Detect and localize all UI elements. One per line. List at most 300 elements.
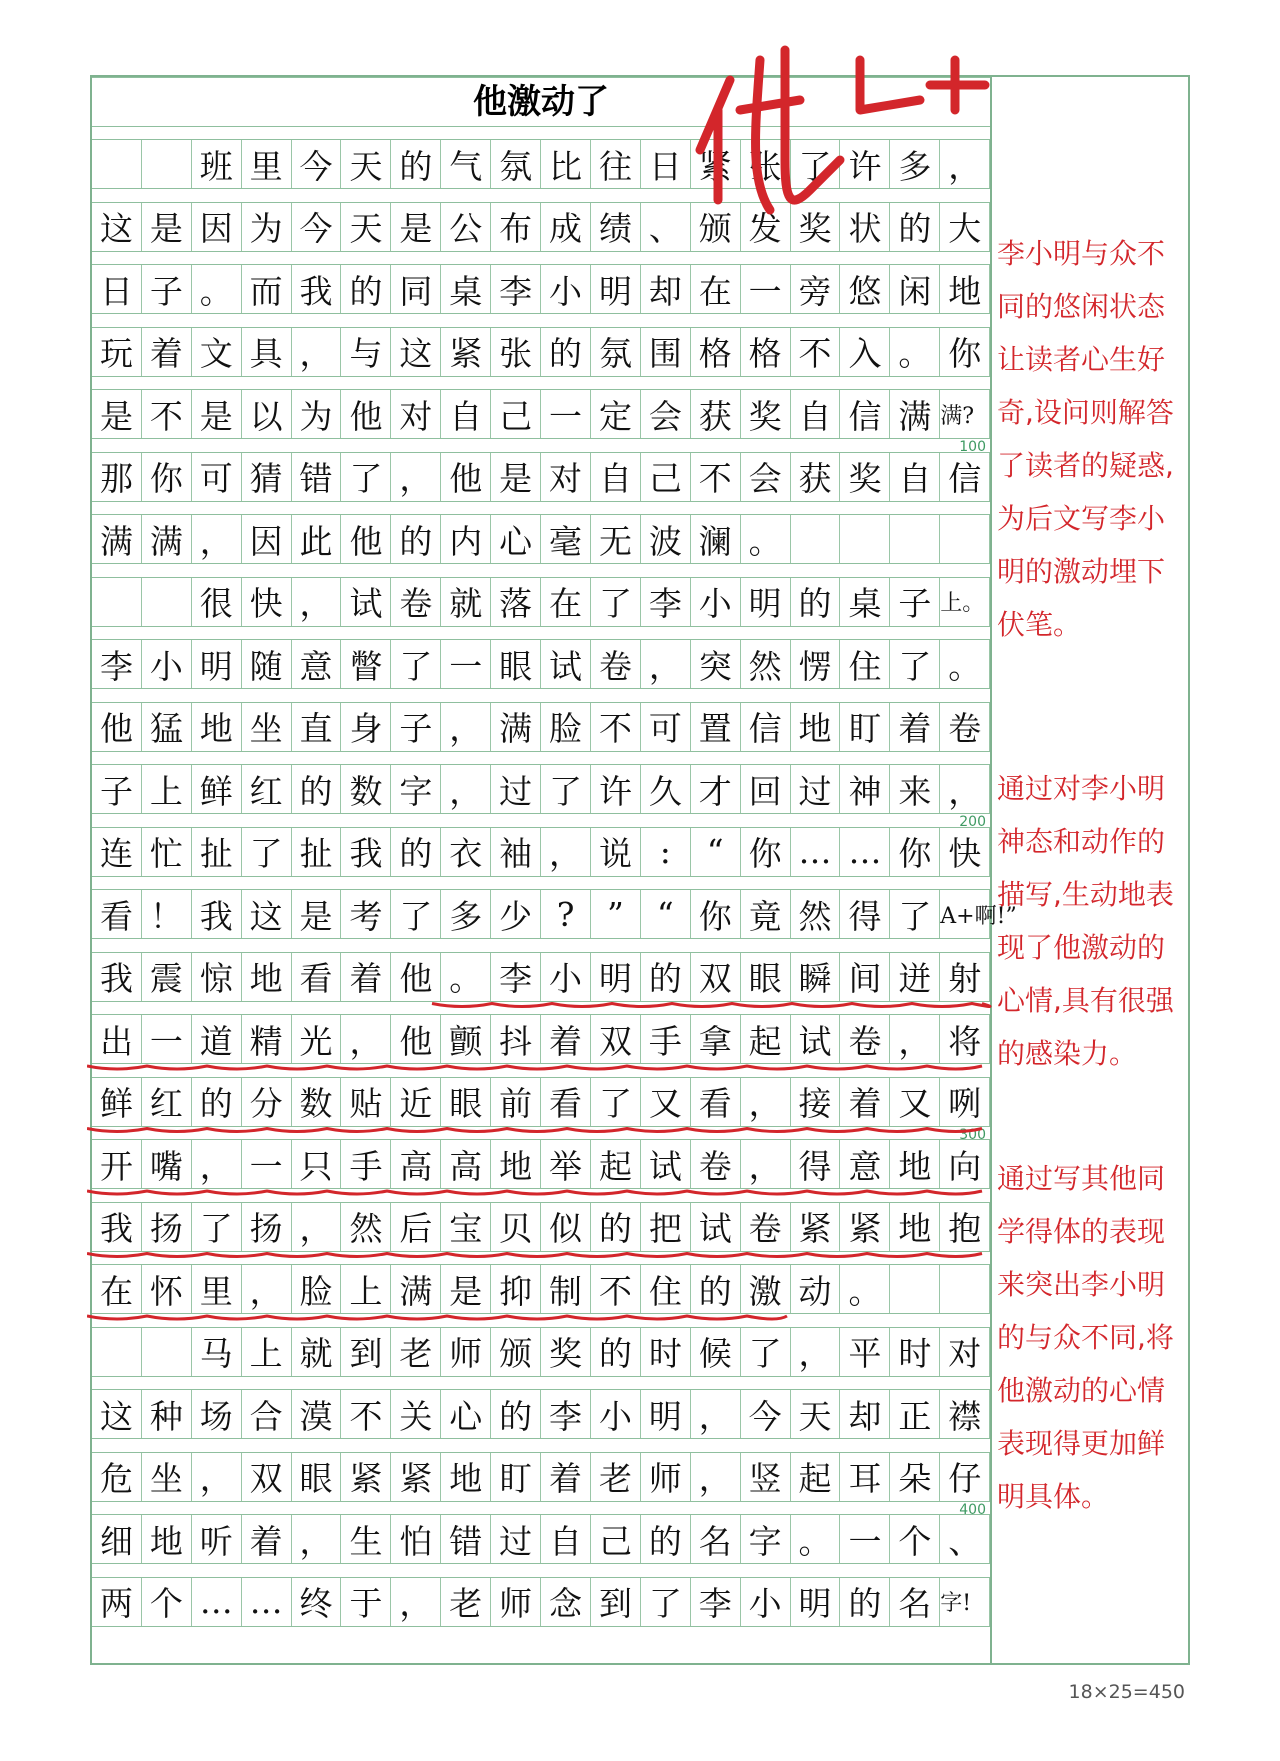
grid-cell (142, 140, 192, 188)
grid-cell: 小 (591, 1390, 641, 1438)
grid-cell: 然 (342, 1203, 392, 1251)
grid-cell: 为 (292, 390, 342, 438)
grid-cell: 对 (940, 1328, 990, 1376)
grid-cell: 为 (242, 203, 292, 251)
text-line (92, 1139, 990, 1189)
wavy-underline (87, 1316, 787, 1319)
grid-cell: 往 (591, 140, 641, 188)
grid-cell: 生 (342, 1515, 392, 1563)
grid-cell: 动 (791, 1265, 841, 1313)
grid-cell: 着 (890, 703, 940, 751)
grid-cell: 成 (541, 203, 591, 251)
grid-cell: 悠 (841, 265, 891, 313)
grid-cell: ， (292, 1515, 342, 1563)
grid-cell: 师 (491, 1578, 541, 1626)
grid-cell: 快 (242, 578, 292, 626)
grid-cell: 然 (741, 640, 791, 688)
writing-grid (92, 77, 1017, 1663)
grid-cell: ， (292, 1203, 342, 1251)
grid-cell (142, 1328, 192, 1376)
grid-cell: … (841, 828, 891, 876)
grid-cell: 多 (441, 890, 491, 938)
grid-cell: 他 (342, 515, 392, 563)
composition-sheet (90, 75, 1190, 1665)
grid-cell: 里 (242, 140, 292, 188)
grid-cell: 过 (491, 765, 541, 813)
grid-cell: 却 (841, 1390, 891, 1438)
grid-cell: 天 (342, 140, 392, 188)
grid-cell: 旁 (791, 265, 841, 313)
grid-cell: 过 (491, 1515, 541, 1563)
grid-cell: 时 (641, 1328, 691, 1376)
grid-cell: 眼 (441, 1078, 491, 1126)
grid-cell: 。 (791, 1515, 841, 1563)
grid-cell: 贝 (491, 1203, 541, 1251)
grade-mark (690, 40, 1000, 220)
text-line (92, 827, 990, 877)
grid-cell: 盯 (841, 703, 891, 751)
grid-cell: 。 (940, 640, 990, 688)
grid-cell: 错 (292, 453, 342, 501)
grid-cell (791, 515, 841, 563)
grid-cell: 了 (591, 578, 641, 626)
grid-cell: 自 (441, 390, 491, 438)
grid-cell (890, 515, 940, 563)
grid-cell: 地 (791, 703, 841, 751)
grid-cell: 信 (741, 703, 791, 751)
grid-cell: 似 (541, 1203, 591, 1251)
grid-cell: 李 (92, 640, 142, 688)
grid-cell (890, 1265, 940, 1313)
text-line (92, 514, 990, 564)
grid-cell: 桌 (841, 578, 891, 626)
grid-cell: 平 (841, 1328, 891, 1376)
grid-cell: 信 (940, 453, 990, 501)
word-count-marker: 400 (959, 1501, 986, 1518)
grid-cell: 把 (641, 1203, 691, 1251)
grid-cell: 试 (641, 1140, 691, 1188)
grid-cell: 落 (491, 578, 541, 626)
grid-cell: 了 (192, 1203, 242, 1251)
grid-cell: 说 (591, 828, 641, 876)
grid-cell: 的 (841, 1578, 891, 1626)
grid-cell: 直 (292, 703, 342, 751)
grid-cell: ， (940, 140, 990, 188)
grid-cell: 紧 (691, 140, 741, 188)
grid-cell: 许 (841, 140, 891, 188)
grid-cell: 只 (292, 1140, 342, 1188)
text-line (92, 1327, 990, 1377)
grid-cell: 分 (242, 1078, 292, 1126)
grid-cell: 许 (591, 765, 641, 813)
grid-cell: 才 (691, 765, 741, 813)
grid-cell: 他 (391, 953, 441, 1001)
grid-cell: 是 (441, 1265, 491, 1313)
grid-cell: 怀 (142, 1265, 192, 1313)
grid-cell: 子 (92, 765, 142, 813)
grid-cell: 扬 (242, 1203, 292, 1251)
grid-cell: 。 (741, 515, 791, 563)
grid-cell: 名 (691, 1515, 741, 1563)
grid-cell: 无 (591, 515, 641, 563)
grid-cell: 了 (791, 140, 841, 188)
grid-cell: … (242, 1578, 292, 1626)
grid-cell: 间 (841, 953, 891, 1001)
grid-cell: 里 (192, 1265, 242, 1313)
grid-cell: 奖 (541, 1328, 591, 1376)
grid-cell: 他 (441, 453, 491, 501)
grid-cell: 数 (292, 1078, 342, 1126)
grid-cell: 衣 (441, 828, 491, 876)
grid-cell: 的 (391, 515, 441, 563)
grid-cell: 起 (791, 1453, 841, 1501)
grid-cell: 扯 (292, 828, 342, 876)
grid-cell: 澜 (691, 515, 741, 563)
text-line (92, 889, 1017, 939)
grid-cell: 公 (441, 203, 491, 251)
grid-cell: 。 (441, 953, 491, 1001)
grid-cell: 就 (441, 578, 491, 626)
grid-cell: 震 (142, 953, 192, 1001)
grid-size-label: 18×25=450 (1068, 1681, 1185, 1703)
grid-cell: 高 (391, 1140, 441, 1188)
grid-cell: 袖 (491, 828, 541, 876)
grid-cell: 不 (591, 703, 641, 751)
grid-cell: 奖 (791, 203, 841, 251)
grid-cell: 日 (92, 265, 142, 313)
grid-cell: 是 (292, 890, 342, 938)
grid-cell: 地 (491, 1140, 541, 1188)
grid-cell: 波 (641, 515, 691, 563)
grid-cell: 突 (691, 640, 741, 688)
text-line (92, 577, 990, 627)
grid-cell: 因 (242, 515, 292, 563)
grid-cell (142, 578, 192, 626)
grid-cell: 你 (741, 828, 791, 876)
grid-cell: 那 (92, 453, 142, 501)
grid-cell: 坐 (242, 703, 292, 751)
grid-cell: 李 (641, 578, 691, 626)
grid-cell: 天 (342, 203, 392, 251)
grid-cell: 盯 (491, 1453, 541, 1501)
grid-cell: 试 (541, 640, 591, 688)
grid-cell: 着 (242, 1515, 292, 1563)
grid-cell: 会 (641, 390, 691, 438)
grid-cell: 却 (641, 265, 691, 313)
grid-cell: 竖 (741, 1453, 791, 1501)
grid-cell: 小 (741, 1578, 791, 1626)
grid-cell: 连 (92, 828, 142, 876)
grid-cell: 子 (142, 265, 192, 313)
grid-cell: 了 (342, 453, 392, 501)
grid-cell: 宝 (441, 1203, 491, 1251)
wavy-underline (87, 1066, 982, 1069)
grid-cell: 的 (391, 140, 441, 188)
grid-cell: 因 (192, 203, 242, 251)
grid-cell: ， (791, 1328, 841, 1376)
grid-cell: 愣 (791, 640, 841, 688)
wavy-underline (432, 1004, 990, 1007)
grid-cell: 数 (342, 765, 392, 813)
grid-cell: ， (391, 453, 441, 501)
grid-cell: 他 (92, 703, 142, 751)
grid-cell: 他 (391, 1015, 441, 1063)
grid-cell: 的 (391, 828, 441, 876)
grid-cell: 得 (791, 1140, 841, 1188)
grid-cell: 定 (591, 390, 641, 438)
grid-cell: 猛 (142, 703, 192, 751)
grid-cell: 道 (192, 1015, 242, 1063)
grid-cell: 状 (841, 203, 891, 251)
grid-cell: 开 (92, 1140, 142, 1188)
grid-cell: 抱 (940, 1203, 990, 1251)
grid-cell: 、 (940, 1515, 990, 1563)
grid-cell: 在 (541, 578, 591, 626)
grid-cell: 小 (142, 640, 192, 688)
grid-cell: 自 (791, 390, 841, 438)
grid-cell: … (791, 828, 841, 876)
grid-cell: ， (192, 1453, 242, 1501)
grid-cell (92, 140, 142, 188)
grid-cell: : (641, 828, 691, 876)
grid-cell: 手 (641, 1015, 691, 1063)
grid-cell: 明 (591, 265, 641, 313)
grid-cell: 己 (641, 453, 691, 501)
grid-cell: ? (541, 890, 591, 938)
grid-cell: 比 (541, 140, 591, 188)
grid-cell: 紧 (441, 328, 491, 376)
grid-cell: 师 (641, 1453, 691, 1501)
grid-cell: 念 (541, 1578, 591, 1626)
grid-cell: 近 (391, 1078, 441, 1126)
grid-cell: 猜 (242, 453, 292, 501)
grid-cell: 一 (541, 390, 591, 438)
grid-cell: 奖 (841, 453, 891, 501)
grid-cell: ， (641, 640, 691, 688)
grid-cell: 一 (741, 265, 791, 313)
grid-cell: 颤 (441, 1015, 491, 1063)
grid-cell: 你 (940, 328, 990, 376)
grid-cell: 地 (890, 1203, 940, 1251)
wavy-underline (87, 1191, 982, 1194)
grid-cell: 竟 (741, 890, 791, 938)
grid-cell: 紧 (791, 1203, 841, 1251)
grid-cell: 我 (292, 265, 342, 313)
grid-cell: 紧 (841, 1203, 891, 1251)
text-line (92, 452, 990, 502)
grid-cell: 抖 (491, 1015, 541, 1063)
grid-cell: 意 (841, 1140, 891, 1188)
grid-cell: 身 (342, 703, 392, 751)
grid-cell: 不 (591, 1265, 641, 1313)
grid-cell: 一 (841, 1515, 891, 1563)
grid-cell: 试 (342, 578, 392, 626)
grid-cell: 置 (691, 703, 741, 751)
grid-cell: 两 (92, 1578, 142, 1626)
text-line (92, 1264, 990, 1314)
grid-cell: 我 (92, 1203, 142, 1251)
grid-cell: 此 (292, 515, 342, 563)
grid-cell: 明 (791, 1578, 841, 1626)
grid-cell: 了 (391, 890, 441, 938)
grid-cell: 满 (92, 515, 142, 563)
grid-cell: 接 (791, 1078, 841, 1126)
grid-cell: 住 (641, 1265, 691, 1313)
grid-cell: 于 (342, 1578, 392, 1626)
grid-cell: 朵 (890, 1453, 940, 1501)
grid-cell: 氛 (591, 328, 641, 376)
grid-cell: 明 (741, 578, 791, 626)
grid-cell: 手 (342, 1140, 392, 1188)
grid-cell: … (192, 1578, 242, 1626)
grid-cell: 场 (192, 1390, 242, 1438)
grid-cell: 这 (92, 1390, 142, 1438)
grid-cell: 射 (940, 953, 990, 1001)
grid-cell: 贴 (342, 1078, 392, 1126)
grid-cell: 随 (242, 640, 292, 688)
text-line (92, 952, 990, 1002)
grid-cell: 满 (142, 515, 192, 563)
grid-cell: 可 (192, 453, 242, 501)
text-line (92, 1577, 990, 1627)
grid-cell: 坐 (142, 1453, 192, 1501)
grid-cell: 明 (641, 1390, 691, 1438)
grid-cell: 今 (292, 203, 342, 251)
grid-cell: 己 (491, 390, 541, 438)
grid-cell: 己 (591, 1515, 641, 1563)
grid-cell: 快 (940, 828, 990, 876)
grid-cell: 格 (691, 328, 741, 376)
margin-comment-2: 通过对李小明神态和动作的描写,生动地表现了他激动的心情,具有很强的感染力。 (997, 772, 1174, 1070)
text-line (92, 764, 990, 814)
grid-cell: 这 (242, 890, 292, 938)
grid-cell: 的 (591, 1203, 641, 1251)
grid-cell: 的 (491, 1390, 541, 1438)
grid-cell: 咧 (940, 1078, 990, 1126)
grid-cell: 老 (591, 1453, 641, 1501)
grid-cell: 张 (741, 140, 791, 188)
grid-cell: 紧 (342, 1453, 392, 1501)
grid-cell: 双 (591, 1015, 641, 1063)
grid-cell: 气 (441, 140, 491, 188)
grid-cell: 拿 (691, 1015, 741, 1063)
grid-cell: 信 (841, 390, 891, 438)
grid-cell: 到 (591, 1578, 641, 1626)
grid-cell: 这 (92, 203, 142, 251)
grid-cell: ， (691, 1390, 741, 1438)
grid-cell: 了 (391, 640, 441, 688)
grid-cell: 脸 (541, 703, 591, 751)
grid-cell: 瞥 (342, 640, 392, 688)
essay-title: 他激动了 (473, 82, 609, 122)
text-line (92, 639, 990, 689)
grid-cell: 了 (591, 1078, 641, 1126)
grid-cell: 同 (391, 265, 441, 313)
grid-cell: 我 (192, 890, 242, 938)
grid-cell: 卷 (691, 1140, 741, 1188)
text-line (92, 1452, 990, 1502)
grid-cell: 住 (841, 640, 891, 688)
grid-cell: 看 (92, 890, 142, 938)
text-line (92, 1202, 990, 1252)
grid-cell: 是 (92, 390, 142, 438)
grid-cell: 大 (940, 203, 990, 251)
grid-cell: 闲 (890, 265, 940, 313)
grid-cell: 鲜 (92, 1078, 142, 1126)
grid-cell: 小 (541, 265, 591, 313)
grid-cell: 入 (841, 328, 891, 376)
grid-cell: 了 (741, 1328, 791, 1376)
grid-cell (92, 1328, 142, 1376)
grid-cell: ， (192, 1140, 242, 1188)
grid-cell: 然 (791, 890, 841, 938)
grid-cell (940, 515, 990, 563)
grid-cell: 细 (92, 1515, 142, 1563)
grid-cell: 考 (342, 890, 392, 938)
grid-cell: 怕 (391, 1515, 441, 1563)
grid-cell: 毫 (541, 515, 591, 563)
grid-cell: 眼 (292, 1453, 342, 1501)
grid-cell: 、 (641, 203, 691, 251)
grid-cell: 心 (441, 1390, 491, 1438)
grid-cell: 久 (641, 765, 691, 813)
grid-cell: ， (192, 515, 242, 563)
grid-cell: ， (391, 1578, 441, 1626)
grid-cell: 瞬 (791, 953, 841, 1001)
grid-cell: 了 (890, 640, 940, 688)
grid-cell: “ (641, 890, 691, 938)
grid-cell: 过 (791, 765, 841, 813)
grid-cell: 的 (342, 265, 392, 313)
grid-cell: 到 (342, 1328, 392, 1376)
grid-cell: 鲜 (192, 765, 242, 813)
grid-cell: 着 (841, 1078, 891, 1126)
grid-cell: 上 (242, 1328, 292, 1376)
grid-cell: 日 (641, 140, 691, 188)
grid-cell: 与 (342, 328, 392, 376)
grid-cell: 看 (691, 1078, 741, 1126)
grid-cell: 卷 (741, 1203, 791, 1251)
grid-cell (92, 578, 142, 626)
text-line (92, 264, 990, 314)
grid-cell: 抑 (491, 1265, 541, 1313)
grid-cell: 试 (691, 1203, 741, 1251)
grid-cell: 马 (192, 1328, 242, 1376)
grid-cell: 不 (342, 1390, 392, 1438)
grid-cell: 眼 (491, 640, 541, 688)
grid-cell: 着 (541, 1015, 591, 1063)
grid-cell: 师 (441, 1328, 491, 1376)
grid-cell: 李 (491, 953, 541, 1001)
grid-cell: 又 (641, 1078, 691, 1126)
grid-cell: 会 (741, 453, 791, 501)
text-line (92, 702, 990, 752)
grid-cell: 可 (641, 703, 691, 751)
grid-cell: ， (541, 828, 591, 876)
grid-cell: 出 (92, 1015, 142, 1063)
grid-cell: “ (691, 828, 741, 876)
grid-cell: 扬 (142, 1203, 192, 1251)
grid-cell: 张 (491, 328, 541, 376)
grid-cell: 不 (691, 453, 741, 501)
grid-cell: ， (342, 1015, 392, 1063)
grid-cell: 满 (890, 390, 940, 438)
grid-cell: 奖 (741, 390, 791, 438)
grid-cell: 的 (791, 578, 841, 626)
grid-cell: 李 (691, 1578, 741, 1626)
grid-cell: 的 (292, 765, 342, 813)
grid-cell: 地 (192, 703, 242, 751)
